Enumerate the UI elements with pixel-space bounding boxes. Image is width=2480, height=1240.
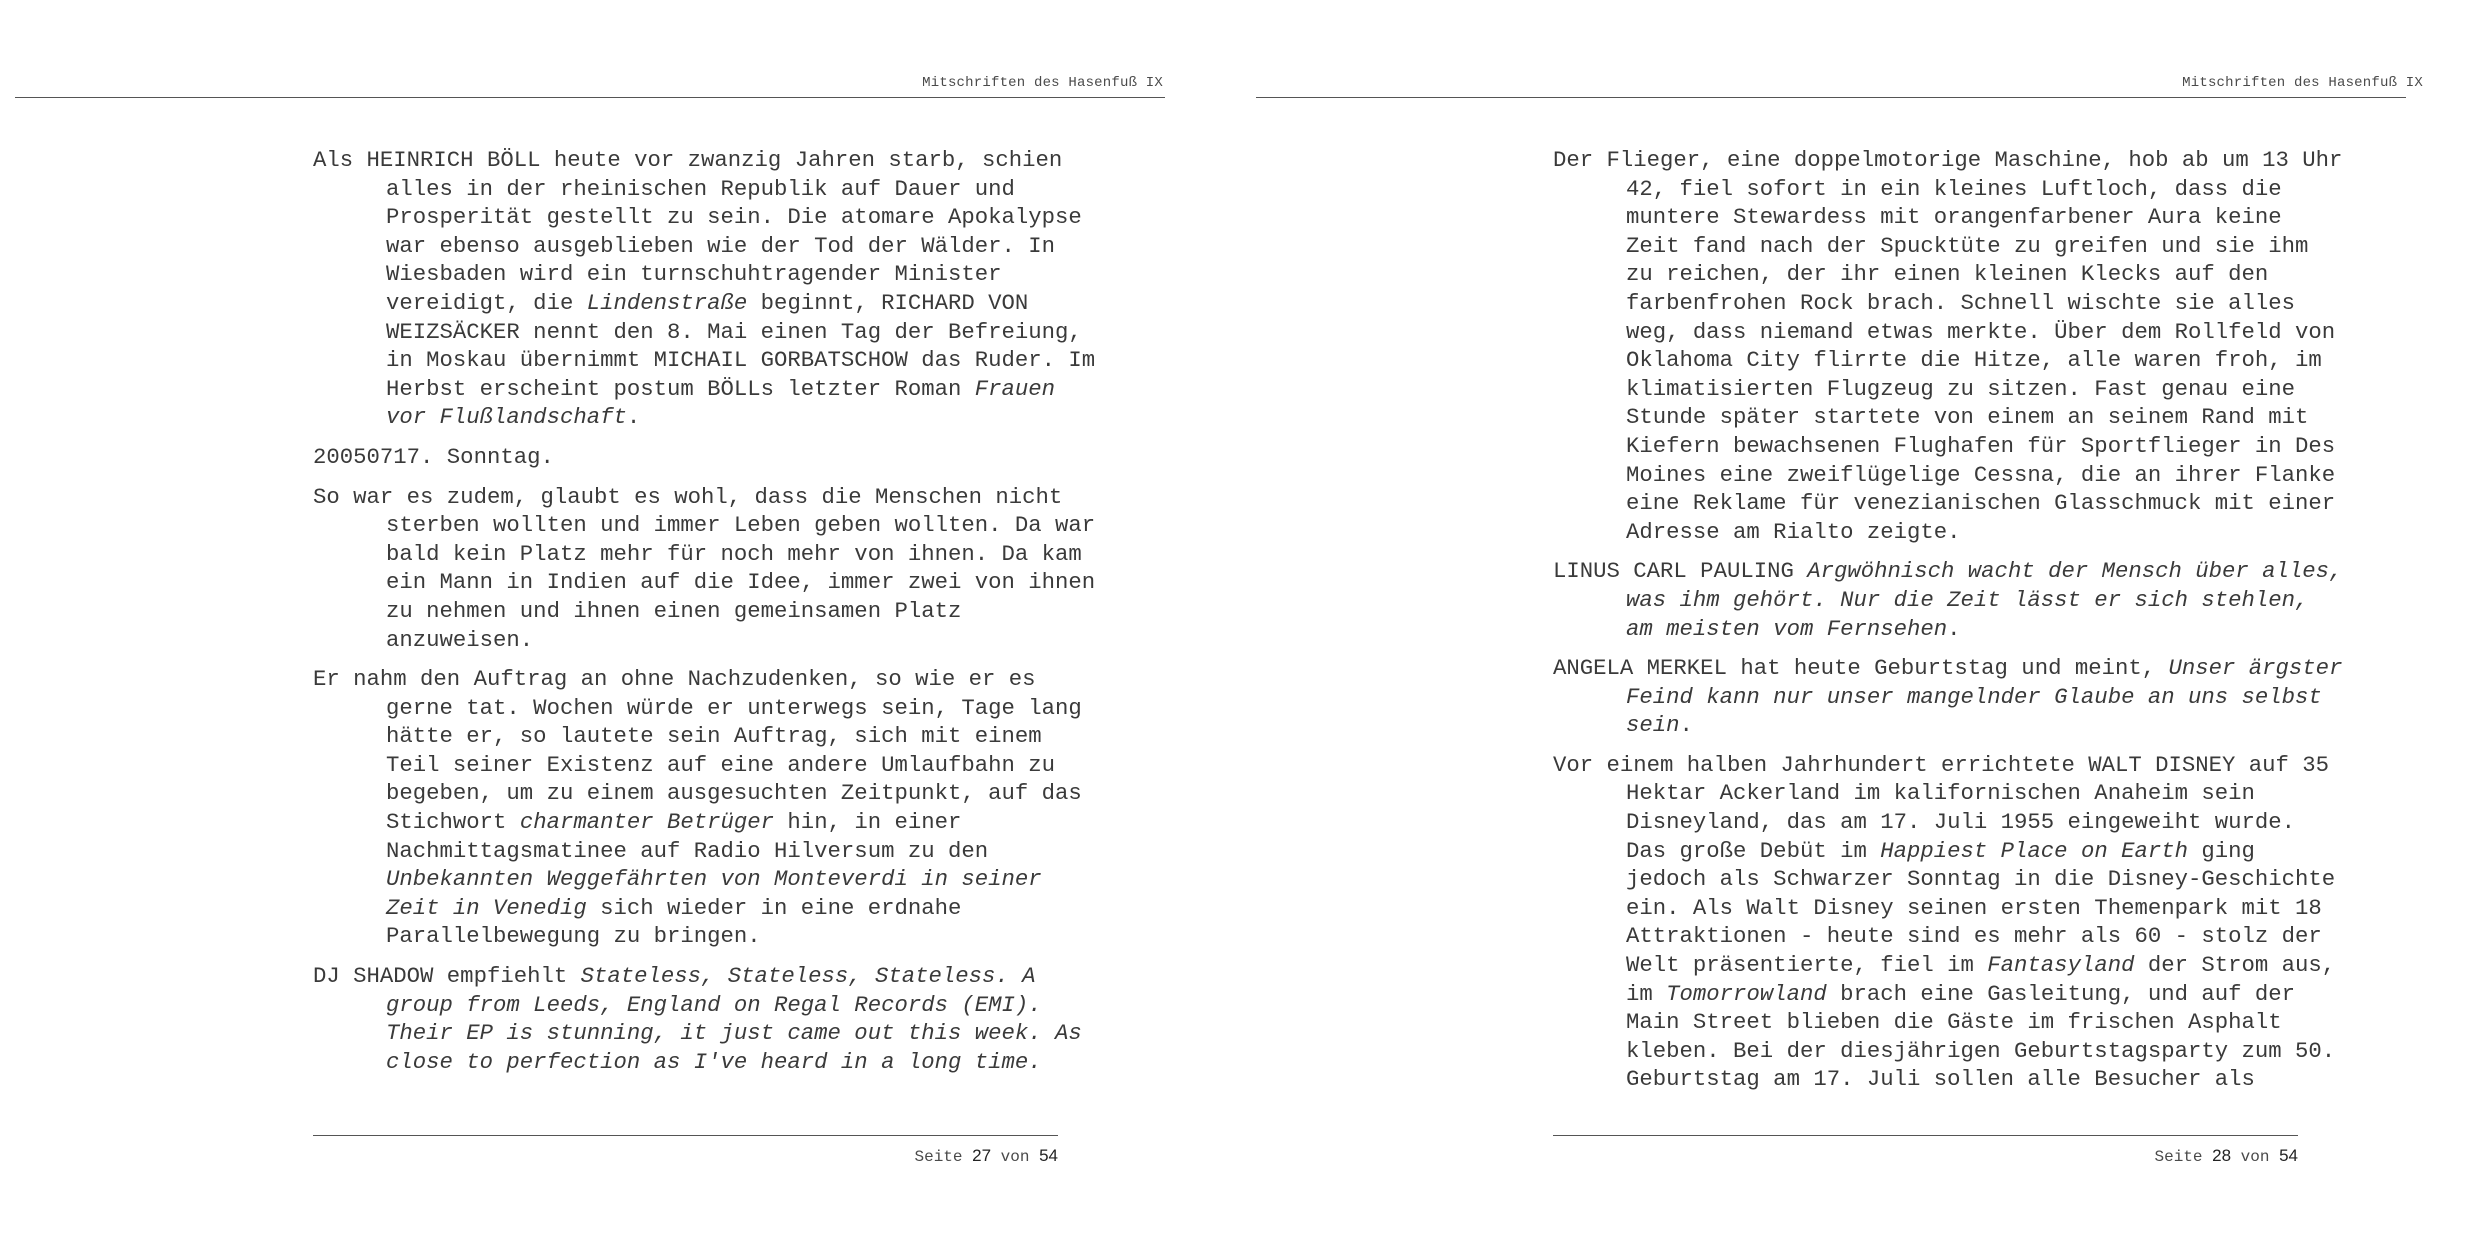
- italic-text: Fantasyland: [1987, 952, 2135, 979]
- footer-rule: [313, 1135, 1058, 1136]
- text-segment: der Strom aus, im: [1626, 952, 2336, 1007]
- page-footer: [915, 1146, 1059, 1166]
- header-rule: [15, 97, 1165, 98]
- body-text: [1553, 146, 2343, 1105]
- paragraph: [313, 962, 1103, 1076]
- text-segment: .: [626, 404, 641, 431]
- footer-rule: [1553, 1135, 2298, 1136]
- text-segment: beginnt, RICHARD VON WEIZSÄCKER nennt den 8. Mai einen Tag der Befreiung, in Moskau übernimmt MICHAIL GORBATSCHOW das Ruder. Im Herbst erscheint postum BÖLLs letzter Roman: [386, 289, 1096, 402]
- text-segment: ging jedoch als Schwarzer Sonntag in die Disney-Geschichte ein. Als Walt Disney seinen ersten Themenpark mit 18 Attraktionen - heute sind es mehr als 60 - stolz der Welt präsentierte, fiel im: [1626, 837, 2336, 979]
- italic-text: Argwöhnisch wacht der Mensch über alles, was ihm gehört. Nur die Zeit lässt er sich stehlen, am meisten vom Fernsehen: [1626, 558, 2343, 642]
- italic-text: Unser ärgster Feind kann nur unser mangelnder Glaube an uns selbst sein: [1626, 655, 2343, 739]
- text-segment: hin, in einer Nachmittagsmatinee auf Radio Hilversum zu den: [386, 809, 989, 864]
- footer-page-number: 27: [972, 1146, 992, 1165]
- footer-von-label: von: [2240, 1148, 2270, 1166]
- text-segment: sich wieder in eine erdnahe Parallelbewegung zu bringen.: [386, 894, 962, 950]
- text-segment: Als HEINRICH BÖLL heute vor zwanzig Jahren starb, schien alles in der rheinischen Republik auf Dauer und Prosperität gestellt zu sein. Die atomare Apokalypse war ebenso ausgeblieben wie der Tod der Wälder. In Wiesbaden wird ein turnschuhtragender Minister vereidigt, die: [313, 147, 1082, 316]
- paragraph: [1553, 654, 2343, 740]
- text-segment: .: [1947, 615, 1961, 642]
- italic-text: Tomorrowland: [1666, 980, 1827, 1007]
- italic-text: Stateless, Stateless, Stateless. A group from Leeds, England on Regal Records (EMI). Their EP is stunning, it just came out this week. As close to perfection as I've heard in a long time.: [386, 963, 1082, 1075]
- running-header: Mitschriften des Hasenfuß IX: [2182, 75, 2423, 91]
- text-segment: Vor einem halben Jahrhundert errichtete WALT DISNEY auf 35 Hektar Ackerland im kalifornischen Anaheim sein Disneyland, das am 17. Juli 1955 eingeweiht wurde. Das große Debüt im: [1553, 751, 2330, 864]
- footer-page-number: 28: [2212, 1146, 2232, 1165]
- header-rule: [1256, 97, 2406, 98]
- footer-von-label: von: [1000, 1148, 1030, 1166]
- body-text: [313, 146, 1103, 1087]
- italic-text: Lindenstraße: [586, 289, 748, 316]
- paragraph: [313, 146, 1103, 432]
- italic-text: Unbekannten Weggefährten von Monteverdi in seiner Zeit in Venedig: [386, 866, 1042, 921]
- italic-text: Frauen vor Flußlandschaft: [386, 375, 1056, 431]
- text-segment: So war es zudem, glaubt es wohl, dass die Menschen nicht sterben wollten und immer Leben geben wollten. Da war bald kein Platz mehr für noch mehr von ihnen. Da kam ein Mann in Indien auf die Idee, immer zwei von ihnen zu nehmen und ihnen einen gemeinsamen Platz anzuweisen.: [313, 483, 1096, 653]
- text-segment: .: [1679, 712, 1693, 739]
- paragraph: [313, 443, 1103, 472]
- paragraph: [313, 483, 1103, 655]
- paragraph: [1553, 751, 2343, 1094]
- running-header: Mitschriften des Hasenfuß IX: [922, 75, 1163, 91]
- text-segment: Der Flieger, eine doppelmotorige Maschine, hob ab um 13 Uhr 42, fiel sofort in ein kleines Luftloch, dass die muntere Stewardess mit orangenfarbener Aura keine Zeit fand nach der Spucktüte zu greifen und sie ihm zu reichen, der ihr einen kleinen Klecks auf den farbenfrohen Rock brach. Schnell wischte sie alles weg, dass niemand etwas merkte. Über dem Rollfeld von Oklahoma City flirrte die Hitze, alle waren froh, im klimatisierten Flugzeug zu sitzen. Fast genau eine Stunde später startete von einem an seinem Rand mit Kiefern bewachsenen Flughafen für Sportflieger in Des Moines eine zweiflügelige Cessna, die an ihrer Flanke eine Reklame für venezianischen Glasschmuck mit einer Adresse am Rialto zeigte.: [1553, 147, 2343, 545]
- text-segment: ANGELA MERKEL hat heute Geburtstag und meint,: [1553, 655, 2169, 682]
- paragraph: [1553, 146, 2343, 546]
- italic-text: Happiest Place on Earth: [1880, 837, 2188, 864]
- text-segment: 20050717. Sonntag.: [313, 443, 554, 470]
- footer-page-total: 54: [2279, 1146, 2298, 1165]
- footer-page-total: 54: [1039, 1146, 1058, 1165]
- paragraph: [1553, 557, 2343, 643]
- footer-seite-label: Seite: [2154, 1148, 2203, 1166]
- page-28: [1256, 0, 2480, 1240]
- text-segment: LINUS CARL PAULING: [1553, 558, 1808, 585]
- text-segment: DJ SHADOW empfiehlt: [313, 963, 581, 990]
- text-segment: Er nahm den Auftrag an ohne Nachzudenken, so wie er es gerne tat. Wochen würde er unterwegs sein, Tage lang hätte er, so lautete sein Auftrag, sich mit einem Teil seiner Existenz auf eine andere Umlaufbahn zu begeben, um zu einem ausgesuchten Zeitpunkt, auf das Stichwort: [313, 666, 1082, 836]
- text-segment: brach eine Gasleitung, und auf der Main Street blieben die Gäste im frischen Asphalt kleben. Bei der diesjährigen Geburtstagsparty zum 50. Geburtstag am 17. Juli sollen alle Besucher als: [1626, 980, 2336, 1093]
- italic-text: charmanter Betrüger: [519, 809, 775, 836]
- footer-seite-label: Seite: [914, 1148, 963, 1166]
- page-footer: [2155, 1146, 2299, 1166]
- paragraph: [313, 665, 1103, 951]
